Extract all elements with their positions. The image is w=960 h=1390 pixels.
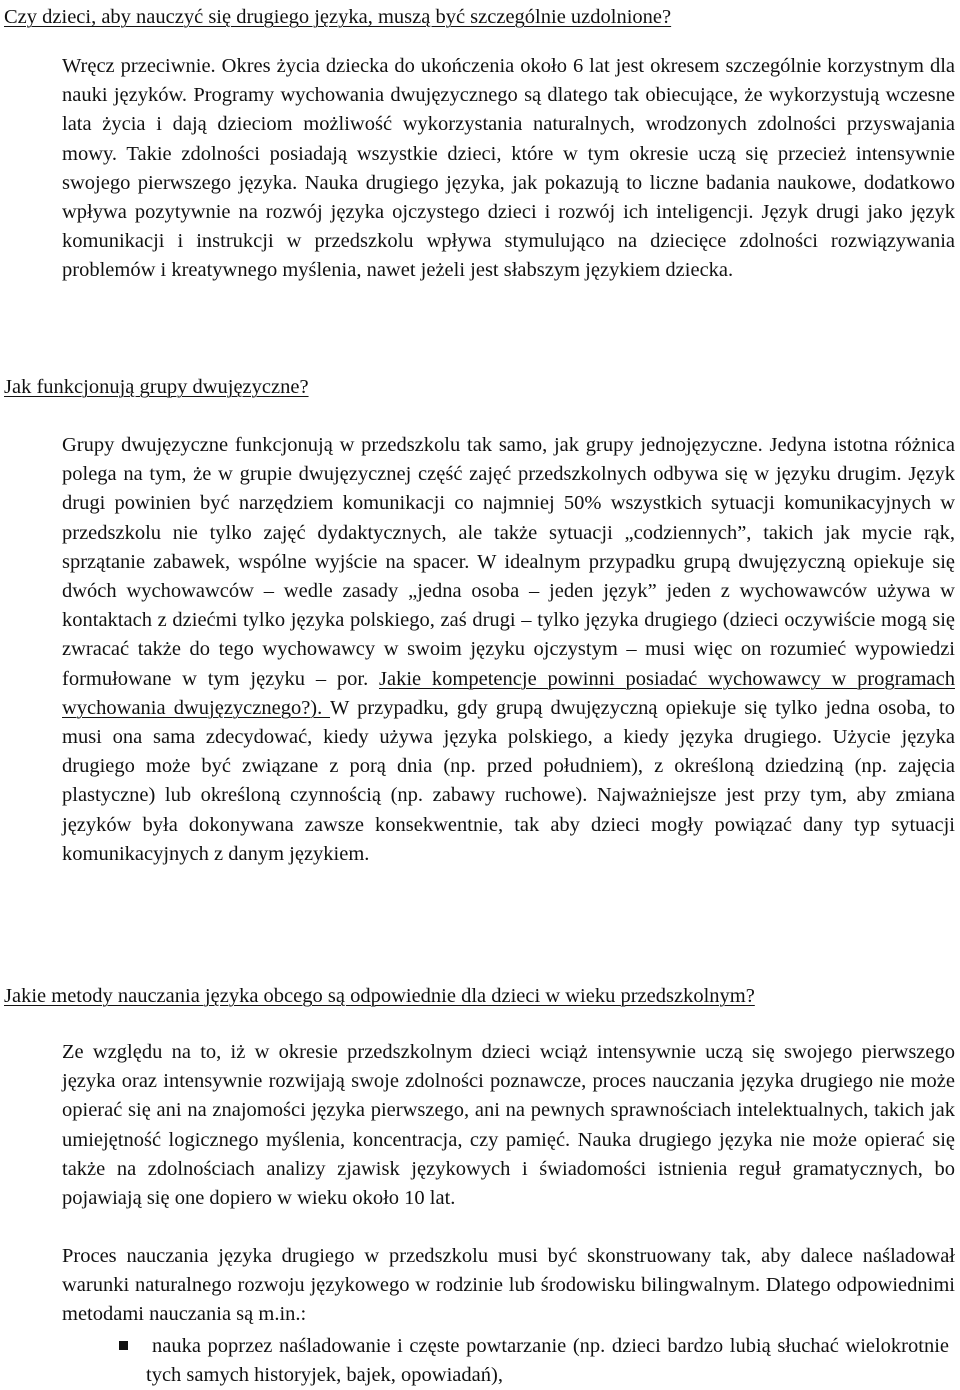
paragraph-q2-part2: W przypadku, gdy grupą dwujęzyczną opiekuje się tylko jedna osoba, to musi ona sama zdecydować, kiedy używa języka polskiego, a kiedy języka drugiego. Użycie języka drugiego może być związane z porą dnia (np. przed południem), z określoną dziedziną (np. zajęcia plastyczne) lub określoną czynnością (np. zabawy ruchowe). Najważniejsze jest przy tym, aby zmiana języków była dokonywana zawsze konsekwentnie, tak aby dzieci mogły powiązać dany typ sytuacji komunikacyjnych z danym językiem. xyxy=(62,696,956,865)
list-item xyxy=(0,1332,960,1390)
paragraph-q1: Wręcz przeciwnie. Okres życia dziecka do ukończenia około 6 lat jest okresem szczególnie korzystnym dla nauki języków. Programy wychowania dwujęzycznego są dlatego tak obiecujące, że wykorzystują wczesne lata życia i dają dzieciom możliwość wykorzystania naturalnych, wrodzonych zdolności przyswajania mowy. Takie zdolności posiadają wszystkie dzieci, które w tym okresie uczą się przecież intensywnie swojego pierwszego języka. Nauka drugiego języka, jak pokazują to liczne badania naukowe, dodatkowo wpływa pozytywnie na rozwój języka ojczystego dzieci i rozwój ich inteligencji. Język drugi jako język komunikacji i instrukcji w przedszkolu wpływa stymulująco na dziecięce zdolności rozwiązywania problemów i kreatywnego myślenia, nawet jeżeli jest słabszym językiem dziecka. xyxy=(62,55,955,282)
paragraph-q2 xyxy=(62,431,955,869)
method-list xyxy=(0,1332,960,1390)
paragraph-q2-part1: Grupy dwujęzyczne funkcjonują w przedszkolu tak samo, jak grupy jednojęzyczne. Jedyna istotna różnica polega na tym, że w grupie dwujęzycznej część zajęć przedszkolnych odbywa się w języku drugim. Język drugi powinien być narzędziem komunikacji co najmniej 50% wszystkich sytuacji komunikacyjnych w przedszkolu nie tylko zajęć dydaktycznych, ale także sytuacji „codziennych”, takich jak mycie rąk, sprzątanie zabawek, wspólne wyjście na spacer. W idealnym przypadku grupą dwujęzyczną opiekuje się dwóch wychowawców – wedle zasady „jedna osoba – jeden język” jeden z wychowawców używa w kontaktach z dziećmi tylko języka polskiego, zaś drugi – tylko języka drugiego (dzieci oczywiście mogą się zwracać także do tego wychowawcy w swoim języku ojczystym – musi więc on rozumieć wypowiedzi formułowane w tym języku – por. xyxy=(62,434,955,690)
paragraph-q3-1: Ze względu na to, iż w okresie przedszkolnym dzieci wciąż intensywnie uczą się swojego pierwszego języka oraz intensywnie rozwijają swoje zdolności poznawcze, proces nauczania języka drugiego nie może opierać się ani na znajomości języka pierwszego, ani na pewnych sprawnościach intelektualnych, takich jak umiejętność logicznego myślenia, koncentracja, czy pamięć. Nauka drugiego języka nie może opierać się także na zdolnościach analizy zjawisk językowych i świadomości istnienia reguł gramatycznych, bo pojawiają się one dopiero w wieku około 10 lat. xyxy=(62,1041,955,1210)
competence-link[interactable]: Jakie kompetencje powinni posiadać wychowawcy w programach wychowania dwujęzycznego?). xyxy=(62,667,955,719)
heading-q1: Czy dzieci, aby nauczyć się drugiego języka, muszą być szczególnie uzdolnione? xyxy=(4,6,672,28)
heading-q3: Jakie metody nauczania języka obcego są odpowiednie dla dzieci w wieku przedszkolnym? xyxy=(4,985,755,1007)
square-bullet-icon xyxy=(119,1341,128,1350)
paragraph-q3-2: Proces nauczania języka drugiego w przedszkolu musi być skonstruowany tak, aby dalece naśladował warunki naturalnego rozwoju językowego w rodzinie lub środowisku bilingwalnym. Dlatego odpowiednimi metodami nauczania są m.in.: xyxy=(62,1245,955,1326)
heading-q2: Jak funkcjonują grupy dwujęzyczne? xyxy=(4,376,309,398)
list-item-text: nauka poprzez naśladowanie i częste powtarzanie (np. dzieci bardzo lubią słuchać wielokrotnie tych samych historyjek, bajek, opowiadań), xyxy=(146,1335,949,1387)
